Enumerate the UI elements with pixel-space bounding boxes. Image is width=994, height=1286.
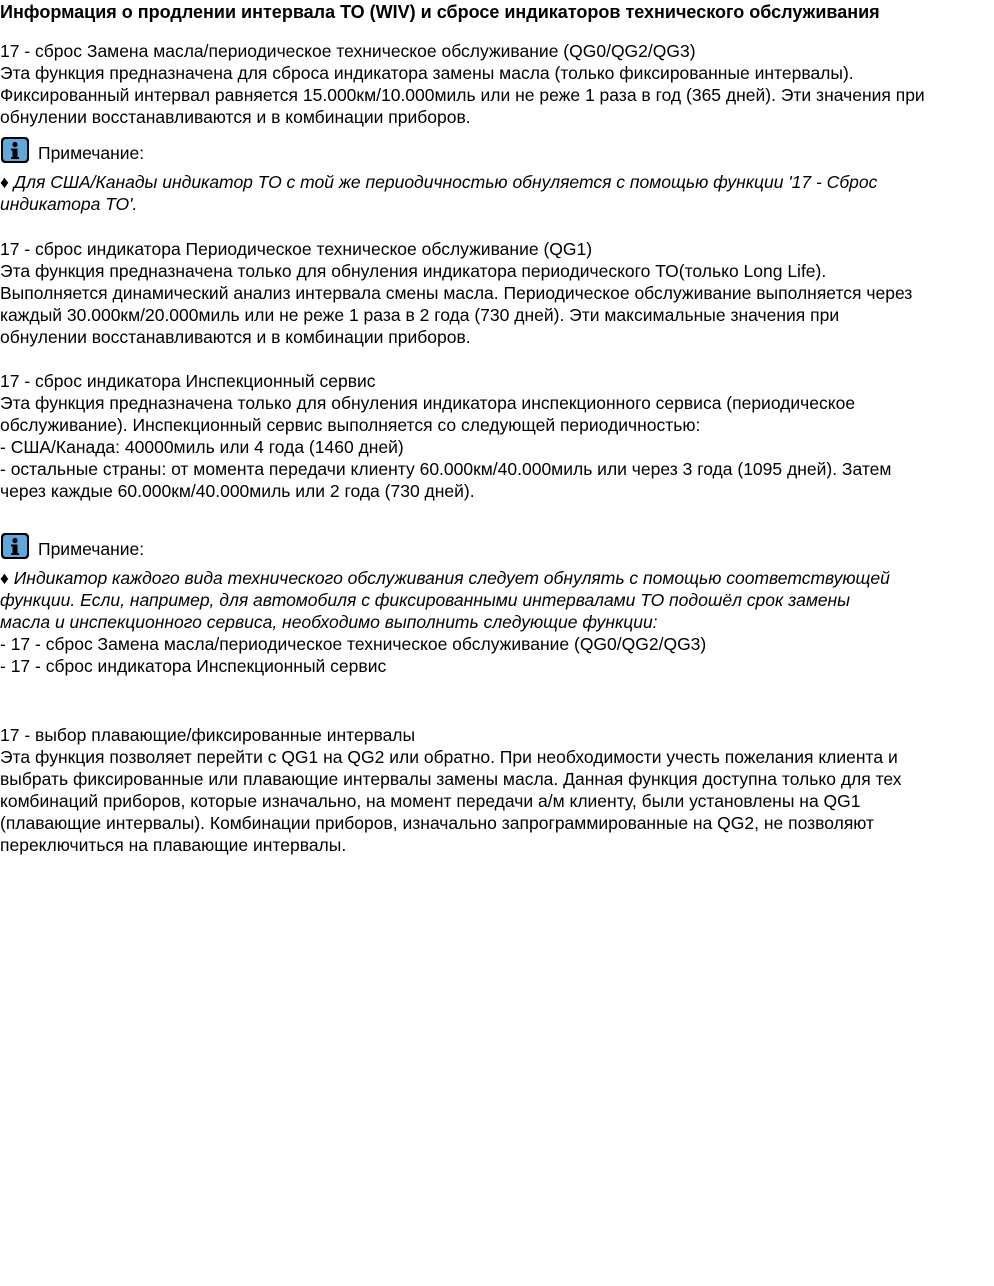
note-label: Примечание: [38,539,145,559]
section-interval-selection [0,724,994,856]
section-text-line: выбрать фиксированные или плавающие интервалы замены масла. Данная функция доступна только для тех [0,769,902,789]
section-inspection-service [0,370,994,502]
info-icon [0,532,30,560]
note-header [0,528,144,560]
section-text-line: комбинаций приборов, которые изначально, на момент передачи а/м клиенту, были установлены на QG1 [0,791,861,811]
section-text-line: через каждые 60.000км/40.000миль или 2 года (730 дней). [0,481,475,501]
note-text-line: ♦ Для США/Канады индикатор ТО с той же периодичностью обнуляется с помощью функции '17 - Сброс [0,172,878,192]
note-text-line: масла и инспекционного сервиса, необходимо выполнить следующие функции: [0,612,658,632]
section-text-line: Эта функция предназначена для сброса индикатора замены масла (только фиксированные интервалы). [0,63,854,83]
section-text-line: обслуживание). Инспекционный сервис выполняется со следующей периодичностью: [0,415,701,435]
note-body [0,567,994,677]
section-text-line: каждый 30.000км/20.000миль или не реже 1 раза в 2 года (730 дней). Эти максимальные значения при [0,305,840,325]
note-text-line: ♦ Индикатор каждого вида технического обслуживания следует обнулять с помощью соответствующей [0,568,890,588]
note-text-line: функции. Если, например, для автомобиля с фиксированными интервалами ТО подошёл срок замены [0,590,851,610]
note-header [0,132,144,164]
note-text-line: индикатора ТО'. [0,194,138,214]
section-text-line: обнулении восстанавливаются и в комбинации приборов. [0,107,471,127]
section-oil-change [0,40,994,128]
section-text-line: обнулении восстанавливаются и в комбинации приборов. [0,327,471,347]
note-list-item: - 17 - сброс Замена масла/периодическое техническое обслуживание (QG0/QG2/QG3) [0,634,707,654]
section-text-line: Фиксированный интервал равняется 15.000км/10.000миль или не реже 1 раза в год (365 дней). Эти значения при [0,85,925,105]
note-body [0,171,994,215]
section-text-line: (плавающие интервалы). Комбинации приборов, изначально запрограммированные на QG2, не позволяют [0,813,875,833]
section-text-line: - остальные страны: от момента передачи клиенту 60.000км/40.000миль или через 3 года (1095 дней). Затем [0,459,892,479]
section-text-line: Выполняется динамический анализ интервала смены масла. Периодическое обслуживание выполняется через [0,283,913,303]
section-text-line: Эта функция предназначена только для обнуления индикатора инспекционного сервиса (периодическое [0,393,856,413]
section-heading: 17 - сброс Замена масла/периодическое техническое обслуживание (QG0/QG2/QG3) [0,41,696,61]
info-icon [0,136,30,164]
section-text-line: Эта функция предназначена только для обнуления индикатора периодического ТО(только Long Life). [0,261,827,281]
section-text-line: переключиться на плавающие интервалы. [0,835,347,855]
section-heading: 17 - выбор плавающие/фиксированные интервалы [0,725,416,745]
page-title: Информация о продлении интервала ТО (WIV) и сбросе индикаторов технического обслуживания [0,2,880,22]
note-list-item: - 17 - сброс индикатора Инспекционный сервис [0,656,387,676]
section-text-line: - США/Канада: 40000миль или 4 года (1460 дней) [0,437,404,457]
section-heading: 17 - сброс индикатора Инспекционный сервис [0,371,376,391]
section-heading: 17 - сброс индикатора Периодическое техническое обслуживание (QG1) [0,239,593,259]
section-text-line: Эта функция позволяет перейти с QG1 на QG2 или обратно. При необходимости учесть пожелания клиента и [0,747,898,767]
note-label: Примечание: [38,143,145,163]
section-periodic-service [0,238,994,348]
